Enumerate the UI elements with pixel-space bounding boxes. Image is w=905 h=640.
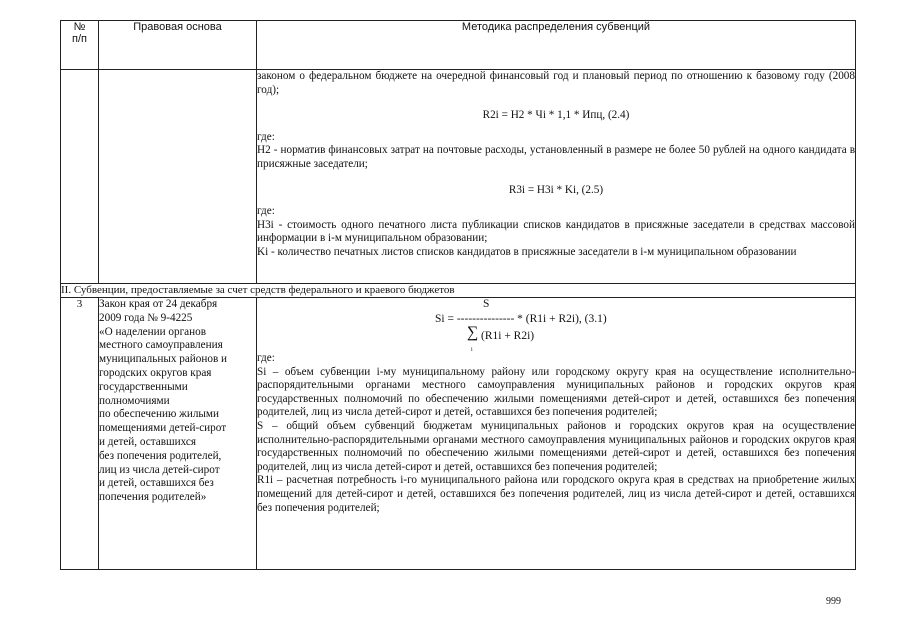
cell-legal-basis [99, 298, 257, 570]
cell-num-empty [61, 70, 99, 284]
law-line: полномочиями [99, 394, 170, 407]
method-text: где: [257, 205, 275, 218]
law-line: и детей, оставшихся без [99, 477, 214, 490]
method-text: H3i - стоимость одного печатного листа публикации списков кандидатов в присяжные заседатели в средствах массовой информации в i-м муниципальном образовании; [257, 218, 855, 245]
method-text: Ki - количество печатных листов списков кандидатов в присяжные заседатели в i-м муниципальном образовании [257, 245, 797, 258]
header-method: Методика распределения субвенций [257, 21, 856, 70]
formula-numerator: S [483, 298, 490, 310]
method-text: где: [257, 352, 275, 364]
row-number: 3 [61, 298, 99, 570]
header-legal-basis: Правовая основа [99, 21, 257, 70]
cell-basis-empty [99, 70, 257, 284]
header-num: № п/п [61, 21, 99, 70]
method-text: Si – объем субвенции i-му муниципальному району или городскому округу края на осуществление исполнительно-распорядительными органами местного самоуправления муниципальных районов и городских округов края государственных полномочий по обеспечению жилыми помещениями детей-сирот и детей, оставшихся без попечения родителей, лиц из числа детей-сирот и детей, оставшихся без попечения родителей; [257, 365, 855, 419]
table-row-continuation [61, 70, 856, 284]
subvention-table [60, 20, 856, 570]
law-line: без попечения родителей, [99, 449, 222, 462]
method-text: H2 - норматив финансовых затрат на почтовые расходы, установленный в размере не более 50 рублей на одного кандидата в присяжные заседатели; [257, 144, 855, 170]
method-text: где: [257, 130, 275, 143]
section-heading: II. Субвенции, предоставляемые за счет средств федерального и краевого бюджетов [61, 284, 856, 298]
law-line: городских округов края [99, 366, 212, 379]
formula-denominator: (R1i + R2i) [481, 330, 535, 342]
table-header-row [61, 21, 856, 70]
method-text: S – общий объем субвенций бюджетам муниципальных районов и городских округов края на осуществление исполнительно-распорядительными органами местного самоуправления муниципальных районов и городских округов края государственных полномочий по обеспечению жилыми помещениями детей-сирот и детей, оставшихся без попечения родителей, лиц из числа детей-сирот и детей, оставшихся без попечения родителей; [257, 419, 855, 473]
law-line: 2009 года № 9-4225 [99, 311, 193, 324]
page-number: 999 [826, 596, 841, 607]
cell-method-continuation [257, 70, 856, 284]
table-row-3 [61, 298, 856, 570]
method-text: законом о федеральном бюджете на очередной финансовый год и плановый период по отношению к базовому году (2008 год); [257, 70, 855, 96]
formula-r3: R3i = H3i * Ki, (2.5) [508, 183, 604, 196]
sigma-symbol: ∑ [467, 324, 479, 341]
section-heading-row [61, 284, 856, 298]
formula-r2: R2i = H2 * Чi * 1,1 * Ипц, (2.4) [482, 109, 630, 122]
law-line: по обеспечению жилыми [99, 408, 220, 421]
law-line: «О наделении органов [99, 325, 206, 338]
law-line: попечения родителей» [99, 491, 207, 504]
sigma-index: i [471, 347, 473, 353]
law-line: государственными [99, 380, 188, 393]
method-text: R1i – расчетная потребность i-го муниципального района или городского округа края в средствах на приобретение жилых помещений для детей-сирот и детей, оставшихся без попечения родителей, лиц из числа детей-сирот и детей, оставшихся без попечения родителей; [257, 474, 855, 514]
formula-si [257, 298, 855, 353]
formula-main-line: Si = --------------- * (R1i + R2i), (3.1) [435, 313, 607, 325]
law-line: помещениями детей-сирот [99, 422, 227, 435]
law-line: и детей, оставшихся [99, 435, 196, 448]
cell-method-row3 [257, 298, 856, 570]
law-line: лиц из числа детей-сирот [99, 463, 220, 476]
law-line: Закон края от 24 декабря [99, 298, 218, 310]
law-line: муниципальных районов и [99, 353, 228, 366]
law-line: местного самоуправления [99, 339, 223, 352]
